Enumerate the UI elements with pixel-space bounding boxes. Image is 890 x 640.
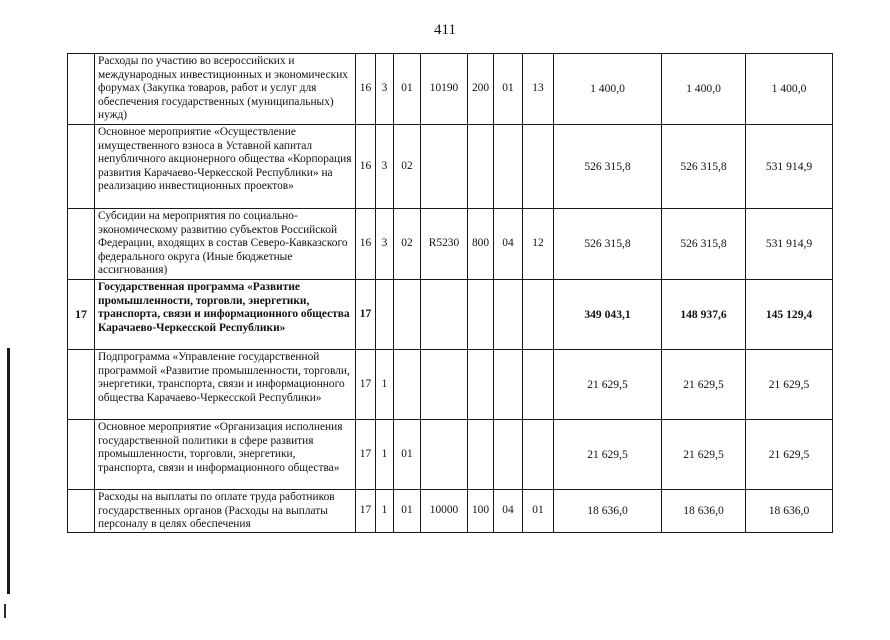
amount-cell-1: 526 315,8 xyxy=(554,125,662,209)
code-cell-measure: 01 xyxy=(394,490,421,533)
code-cell-section: 04 xyxy=(494,209,523,280)
code-cell-direction: 10000 xyxy=(421,490,468,533)
table-row-program xyxy=(68,280,833,350)
row-number-cell: 17 xyxy=(68,280,95,350)
code-cell-subsection xyxy=(523,420,554,490)
code-cell-section: 01 xyxy=(494,54,523,125)
code-cell-program: 16 xyxy=(356,209,376,280)
code-cell-subsection xyxy=(523,125,554,209)
amount-cell-2: 148 937,6 xyxy=(662,280,746,350)
item-name-cell: Основное мероприятие «Организация исполнения государственной политики в сфере развития промышленности, торговли, энергетики, транспорта, связи и информационного общества» xyxy=(95,420,356,490)
amount-cell-3: 145 129,4 xyxy=(746,280,833,350)
amount-cell-3: 21 629,5 xyxy=(746,350,833,420)
code-cell-program: 16 xyxy=(356,54,376,125)
item-name-cell: Субсидии на мероприятия по социально-экономическому развитию субъектов Российской Федерации, входящих в состав Северо-Кавказского федерального округа (Иные бюджетные ассигнования) xyxy=(95,209,356,280)
code-cell-subprogram: 3 xyxy=(376,209,394,280)
code-cell-program: 17 xyxy=(356,280,376,350)
item-name-cell: Государственная программа «Развитие промышленности, торговли, энергетики, транспорта, связи и информационного общества Карачаево-Черкесской Республики» xyxy=(95,280,356,350)
amount-cell-1: 1 400,0 xyxy=(554,54,662,125)
row-number-cell xyxy=(68,420,95,490)
row-number-cell xyxy=(68,490,95,533)
code-cell-measure xyxy=(394,280,421,350)
code-cell-subprogram: 1 xyxy=(376,420,394,490)
budget-table xyxy=(67,53,833,533)
amount-cell-2: 526 315,8 xyxy=(662,209,746,280)
code-cell-subprogram: 3 xyxy=(376,54,394,125)
code-cell-expense-type: 100 xyxy=(468,490,494,533)
code-cell-subsection xyxy=(523,350,554,420)
row-number-cell xyxy=(68,54,95,125)
code-cell-subprogram: 3 xyxy=(376,125,394,209)
code-cell-subsection: 13 xyxy=(523,54,554,125)
table-row xyxy=(68,54,833,125)
row-number-cell xyxy=(68,209,95,280)
code-cell-expense-type xyxy=(468,280,494,350)
amount-cell-1: 526 315,8 xyxy=(554,209,662,280)
amount-cell-3: 531 914,9 xyxy=(746,125,833,209)
code-cell-subprogram xyxy=(376,280,394,350)
code-cell-expense-type xyxy=(468,125,494,209)
code-cell-section xyxy=(494,280,523,350)
code-cell-expense-type: 200 xyxy=(468,54,494,125)
code-cell-measure: 01 xyxy=(394,54,421,125)
code-cell-subsection xyxy=(523,280,554,350)
code-cell-program: 17 xyxy=(356,420,376,490)
code-cell-measure xyxy=(394,350,421,420)
table-row xyxy=(68,209,833,280)
code-cell-section: 04 xyxy=(494,490,523,533)
amount-cell-3: 21 629,5 xyxy=(746,420,833,490)
amount-cell-3: 1 400,0 xyxy=(746,54,833,125)
code-cell-section xyxy=(494,350,523,420)
table-row xyxy=(68,125,833,209)
code-cell-section xyxy=(494,125,523,209)
code-cell-subprogram: 1 xyxy=(376,490,394,533)
row-number-cell xyxy=(68,350,95,420)
code-cell-measure: 02 xyxy=(394,209,421,280)
code-cell-direction xyxy=(421,420,468,490)
code-cell-measure: 02 xyxy=(394,125,421,209)
code-cell-subprogram: 1 xyxy=(376,350,394,420)
amount-cell-1: 21 629,5 xyxy=(554,420,662,490)
amount-cell-1: 349 043,1 xyxy=(554,280,662,350)
table-row xyxy=(68,350,833,420)
table-row xyxy=(68,420,833,490)
scan-margin-mark-small xyxy=(4,604,6,618)
amount-cell-1: 18 636,0 xyxy=(554,490,662,533)
amount-cell-2: 21 629,5 xyxy=(662,420,746,490)
amount-cell-2: 18 636,0 xyxy=(662,490,746,533)
code-cell-direction xyxy=(421,125,468,209)
code-cell-direction xyxy=(421,350,468,420)
code-cell-direction xyxy=(421,280,468,350)
amount-cell-3: 18 636,0 xyxy=(746,490,833,533)
code-cell-program: 17 xyxy=(356,490,376,533)
item-name-cell: Основное мероприятие «Осуществление имущественного взноса в Уставной капитал непубличного акционерного общества «Корпорация развития Карачаево-Черкесской Республики» на реализацию инвестиционных проектов» xyxy=(95,125,356,209)
code-cell-measure: 01 xyxy=(394,420,421,490)
item-name-cell: Расходы на выплаты по оплате труда работников государственных органов (Расходы на выплаты персоналу в целях обеспечения xyxy=(95,490,356,533)
amount-cell-3: 531 914,9 xyxy=(746,209,833,280)
row-number-cell xyxy=(68,125,95,209)
code-cell-expense-type: 800 xyxy=(468,209,494,280)
amount-cell-2: 526 315,8 xyxy=(662,125,746,209)
amount-cell-1: 21 629,5 xyxy=(554,350,662,420)
code-cell-program: 16 xyxy=(356,125,376,209)
code-cell-section xyxy=(494,420,523,490)
amount-cell-2: 21 629,5 xyxy=(662,350,746,420)
code-cell-direction: R5230 xyxy=(421,209,468,280)
page-number: 411 xyxy=(434,22,456,38)
code-cell-expense-type xyxy=(468,350,494,420)
code-cell-direction: 10190 xyxy=(421,54,468,125)
code-cell-subsection: 01 xyxy=(523,490,554,533)
scan-margin-mark xyxy=(7,348,10,594)
item-name-cell: Расходы по участию во всероссийских и международных инвестиционных и экономических форумах (Закупка товаров, работ и услуг для обеспечения государственных (муниципальных) нужд) xyxy=(95,54,356,125)
code-cell-subsection: 12 xyxy=(523,209,554,280)
table-row xyxy=(68,490,833,533)
item-name-cell: Подпрограмма «Управление государственной программой «Развитие промышленности, торговли, энергетики, транспорта, связи и информационного общества Карачаево-Черкесской Республики» xyxy=(95,350,356,420)
amount-cell-2: 1 400,0 xyxy=(662,54,746,125)
code-cell-program: 17 xyxy=(356,350,376,420)
code-cell-expense-type xyxy=(468,420,494,490)
